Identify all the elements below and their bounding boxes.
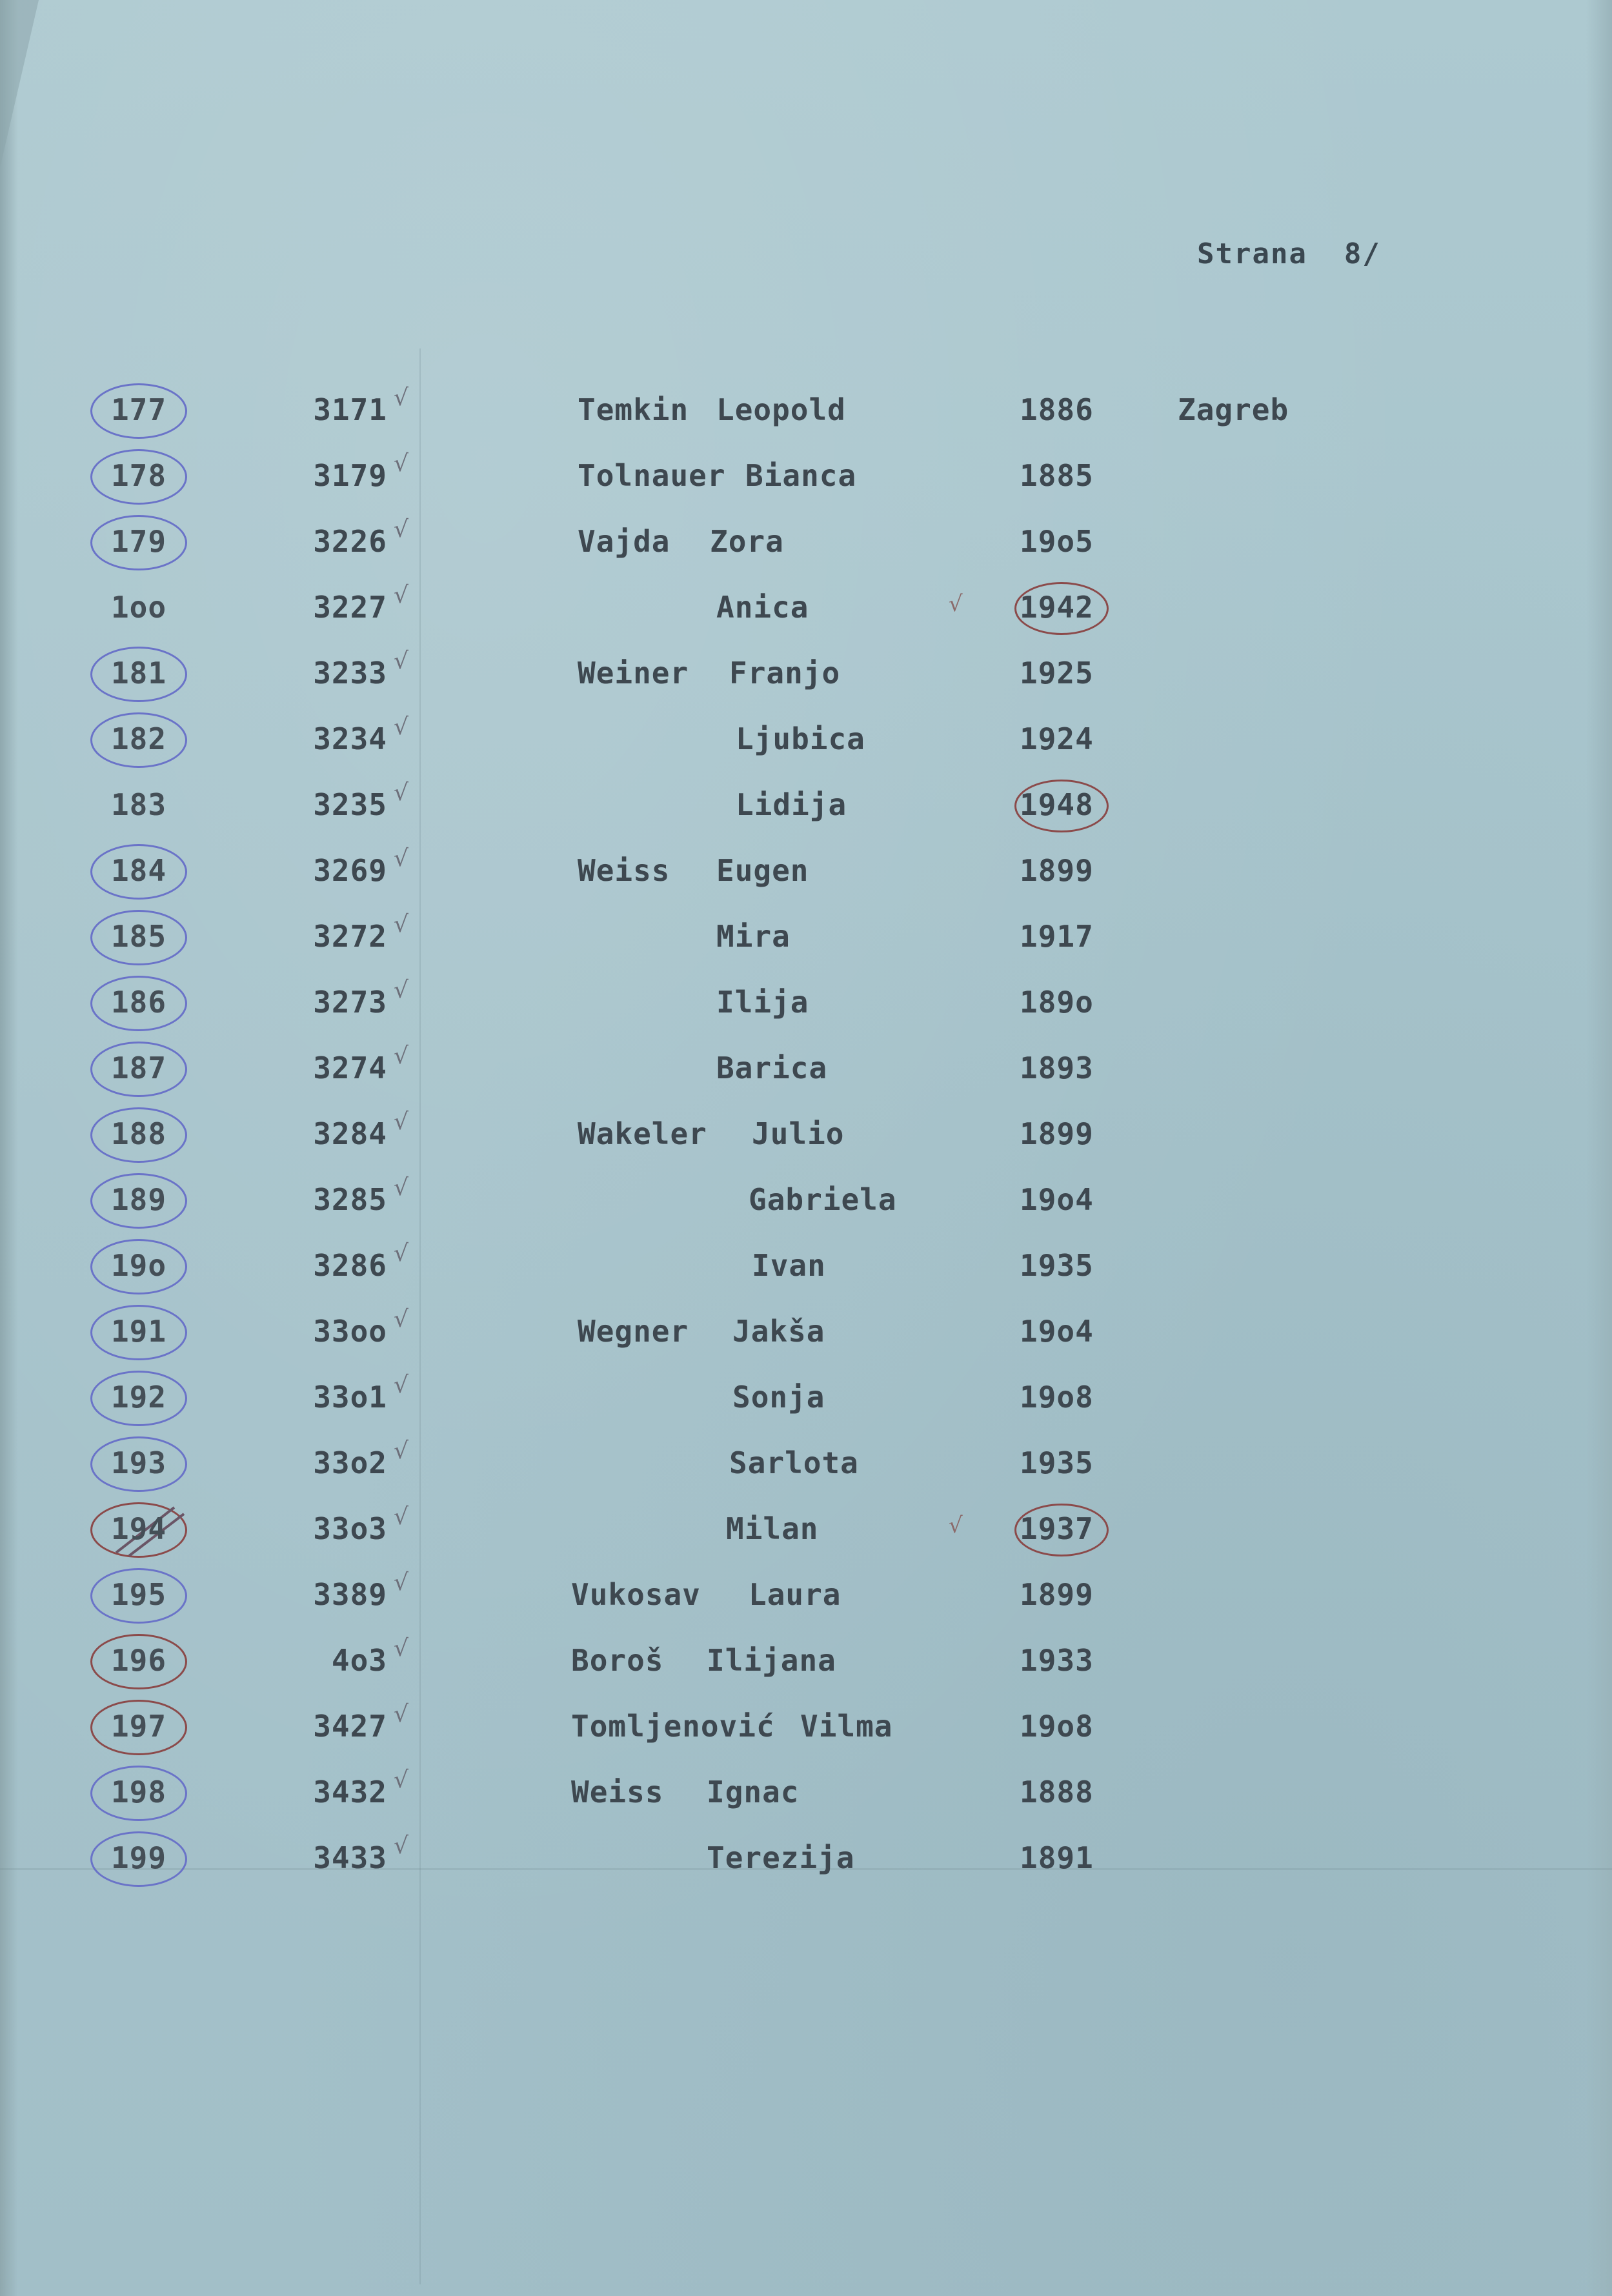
surname: Wakeler [578,1116,707,1151]
given-name: Laura [749,1577,841,1612]
given-name: Sarlota [729,1445,859,1480]
list-item [0,1567,1612,1633]
check-tick-icon: √ [394,1438,408,1464]
record-id: 3389 [313,1577,387,1612]
seq-number: 181 [110,656,167,690]
list-item [0,777,1612,843]
given-name: Ivan [752,1248,826,1283]
check-tick-icon: √ [394,1306,408,1333]
list-item [0,1172,1612,1238]
record-id: 3234 [313,721,387,756]
given-name: Bianca [745,458,857,493]
check-tick-icon: √ [394,780,408,806]
list-item [0,1106,1612,1172]
check-tick-icon: √ [394,977,408,1003]
record-id: 33oo [313,1314,387,1349]
seq-number: 182 [110,721,167,756]
birth-year: 19o4 [1020,1314,1094,1349]
given-name: Ignac [707,1775,800,1809]
check-tick-icon: √ [394,516,408,543]
check-tick-icon: √ [394,1043,408,1069]
given-name: Barica [716,1051,828,1085]
birth-year: 1942 [1020,590,1094,625]
seq-number: 187 [110,1051,167,1085]
list-item [0,1501,1612,1567]
check-tick-icon: √ [949,591,963,617]
check-tick-icon: √ [394,450,408,477]
list-item [0,909,1612,974]
page-number-label: Strana 8/ [1197,237,1381,270]
record-id: 3285 [313,1182,387,1217]
given-name: Franjo [729,656,841,690]
seq-number: 192 [110,1380,167,1415]
list-item [0,711,1612,777]
record-id: 3179 [313,458,387,493]
birth-year: 1899 [1020,1577,1094,1612]
birth-year: 1886 [1020,392,1094,427]
seq-number: 19o [110,1248,167,1283]
check-tick-icon: √ [394,911,408,938]
list-item [0,579,1612,645]
list-item [0,1830,1612,1896]
record-id: 3274 [313,1051,387,1085]
given-name: Mira [716,919,791,954]
check-tick-icon: √ [394,1833,408,1859]
record-id: 3235 [313,787,387,822]
list-item [0,974,1612,1040]
check-tick-icon: √ [394,582,408,609]
seq-number: 188 [110,1116,167,1151]
seq-number: 179 [110,524,167,559]
check-tick-icon: √ [394,1174,408,1201]
list-item [0,843,1612,909]
check-tick-icon: √ [394,1372,408,1398]
check-tick-icon: √ [394,648,408,674]
birth-year: 19o8 [1020,1709,1094,1744]
birth-year: 189o [1020,985,1094,1020]
seq-number: 189 [110,1182,167,1217]
given-name: Terezija [707,1840,855,1875]
birth-year: 1948 [1020,787,1094,822]
list-item [0,1040,1612,1106]
given-name: Zora [710,524,784,559]
record-id: 3226 [313,524,387,559]
list-item [0,514,1612,579]
seq-number: 185 [110,919,167,954]
birth-year: 1933 [1020,1643,1094,1678]
check-tick-icon: √ [394,1504,408,1530]
birth-year: 19o4 [1020,1182,1094,1217]
surname: Tomljenović [571,1709,775,1744]
surname: Weiss [578,853,670,888]
record-id: 33o2 [313,1445,387,1480]
given-name: Eugen [716,853,809,888]
check-tick-icon: √ [949,1513,963,1538]
record-id: 3272 [313,919,387,954]
given-name: Anica [716,590,809,625]
seq-number: 191 [110,1314,167,1349]
surname: Temkin [578,392,689,427]
list-item [0,1698,1612,1764]
list-item [0,1435,1612,1501]
record-id: 3273 [313,985,387,1020]
birth-year: 1917 [1020,919,1094,954]
record-id: 3286 [313,1248,387,1283]
given-name: Ilija [716,985,809,1020]
record-id: 3269 [313,853,387,888]
surname: Boroš [571,1643,664,1678]
list-item [0,645,1612,711]
list-item [0,1238,1612,1304]
record-id: 3227 [313,590,387,625]
given-name: Gabriela [749,1182,897,1217]
seq-number: 198 [110,1775,167,1809]
list-item [0,1369,1612,1435]
seq-number: 197 [110,1709,167,1744]
record-id: 3284 [313,1116,387,1151]
birth-year: 19o8 [1020,1380,1094,1415]
record-id: 33o1 [313,1380,387,1415]
record-id: 3433 [313,1840,387,1875]
record-id: 33o3 [313,1511,387,1546]
birth-year: 1888 [1020,1775,1094,1809]
seq-number: 194 [110,1511,167,1546]
check-tick-icon: √ [394,1767,408,1793]
given-name: Ilijana [707,1643,836,1678]
check-tick-icon: √ [394,1701,408,1727]
record-id: 4o3 [331,1643,387,1678]
list-item [0,1633,1612,1698]
given-name: Vilma [800,1709,893,1744]
seq-number: 199 [110,1840,167,1875]
surname: Weiss [571,1775,664,1809]
record-id: 3171 [313,392,387,427]
birth-year: 1925 [1020,656,1094,690]
check-tick-icon: √ [394,1109,408,1135]
check-tick-icon: √ [394,1569,408,1596]
seq-number: 195 [110,1577,167,1612]
list-item [0,382,1612,448]
surname: Vajda [578,524,670,559]
given-name: Julio [752,1116,845,1151]
seq-number: 184 [110,853,167,888]
birth-year: 1899 [1020,1116,1094,1151]
seq-number: 196 [110,1643,167,1678]
birth-year: 19o5 [1020,524,1094,559]
seq-number: 178 [110,458,167,493]
record-id: 3427 [313,1709,387,1744]
check-tick-icon: √ [394,714,408,740]
birth-year: 1893 [1020,1051,1094,1085]
check-tick-icon: √ [394,385,408,411]
given-name: Leopold [716,392,846,427]
birth-year: 1891 [1020,1840,1094,1875]
given-name: Jakša [732,1314,825,1349]
seq-number: 186 [110,985,167,1020]
given-name: Sonja [732,1380,825,1415]
birth-year: 1935 [1020,1248,1094,1283]
surname: Vukosav [571,1577,701,1612]
birth-year: 1885 [1020,458,1094,493]
given-name: Milan [726,1511,819,1546]
surname: Tolnauer [578,458,726,493]
check-tick-icon: √ [394,1635,408,1662]
surname: Weiner [578,656,689,690]
city: Zagreb [1178,392,1289,427]
surname: Wegner [578,1314,689,1349]
seq-number: 193 [110,1445,167,1480]
given-name: Ljubica [736,721,865,756]
birth-year: 1935 [1020,1445,1094,1480]
record-id: 3233 [313,656,387,690]
seq-number: 183 [110,787,167,822]
birth-year: 1899 [1020,853,1094,888]
list-item [0,1304,1612,1369]
seq-number: 177 [110,392,167,427]
list-item [0,448,1612,514]
record-id: 3432 [313,1775,387,1809]
given-name: Lidija [736,787,847,822]
seq-number: 1oo [110,590,167,625]
birth-year: 1924 [1020,721,1094,756]
birth-year: 1937 [1020,1511,1094,1546]
check-tick-icon: √ [394,1240,408,1267]
check-tick-icon: √ [394,845,408,872]
list-item [0,1764,1612,1830]
folded-corner [0,0,39,168]
